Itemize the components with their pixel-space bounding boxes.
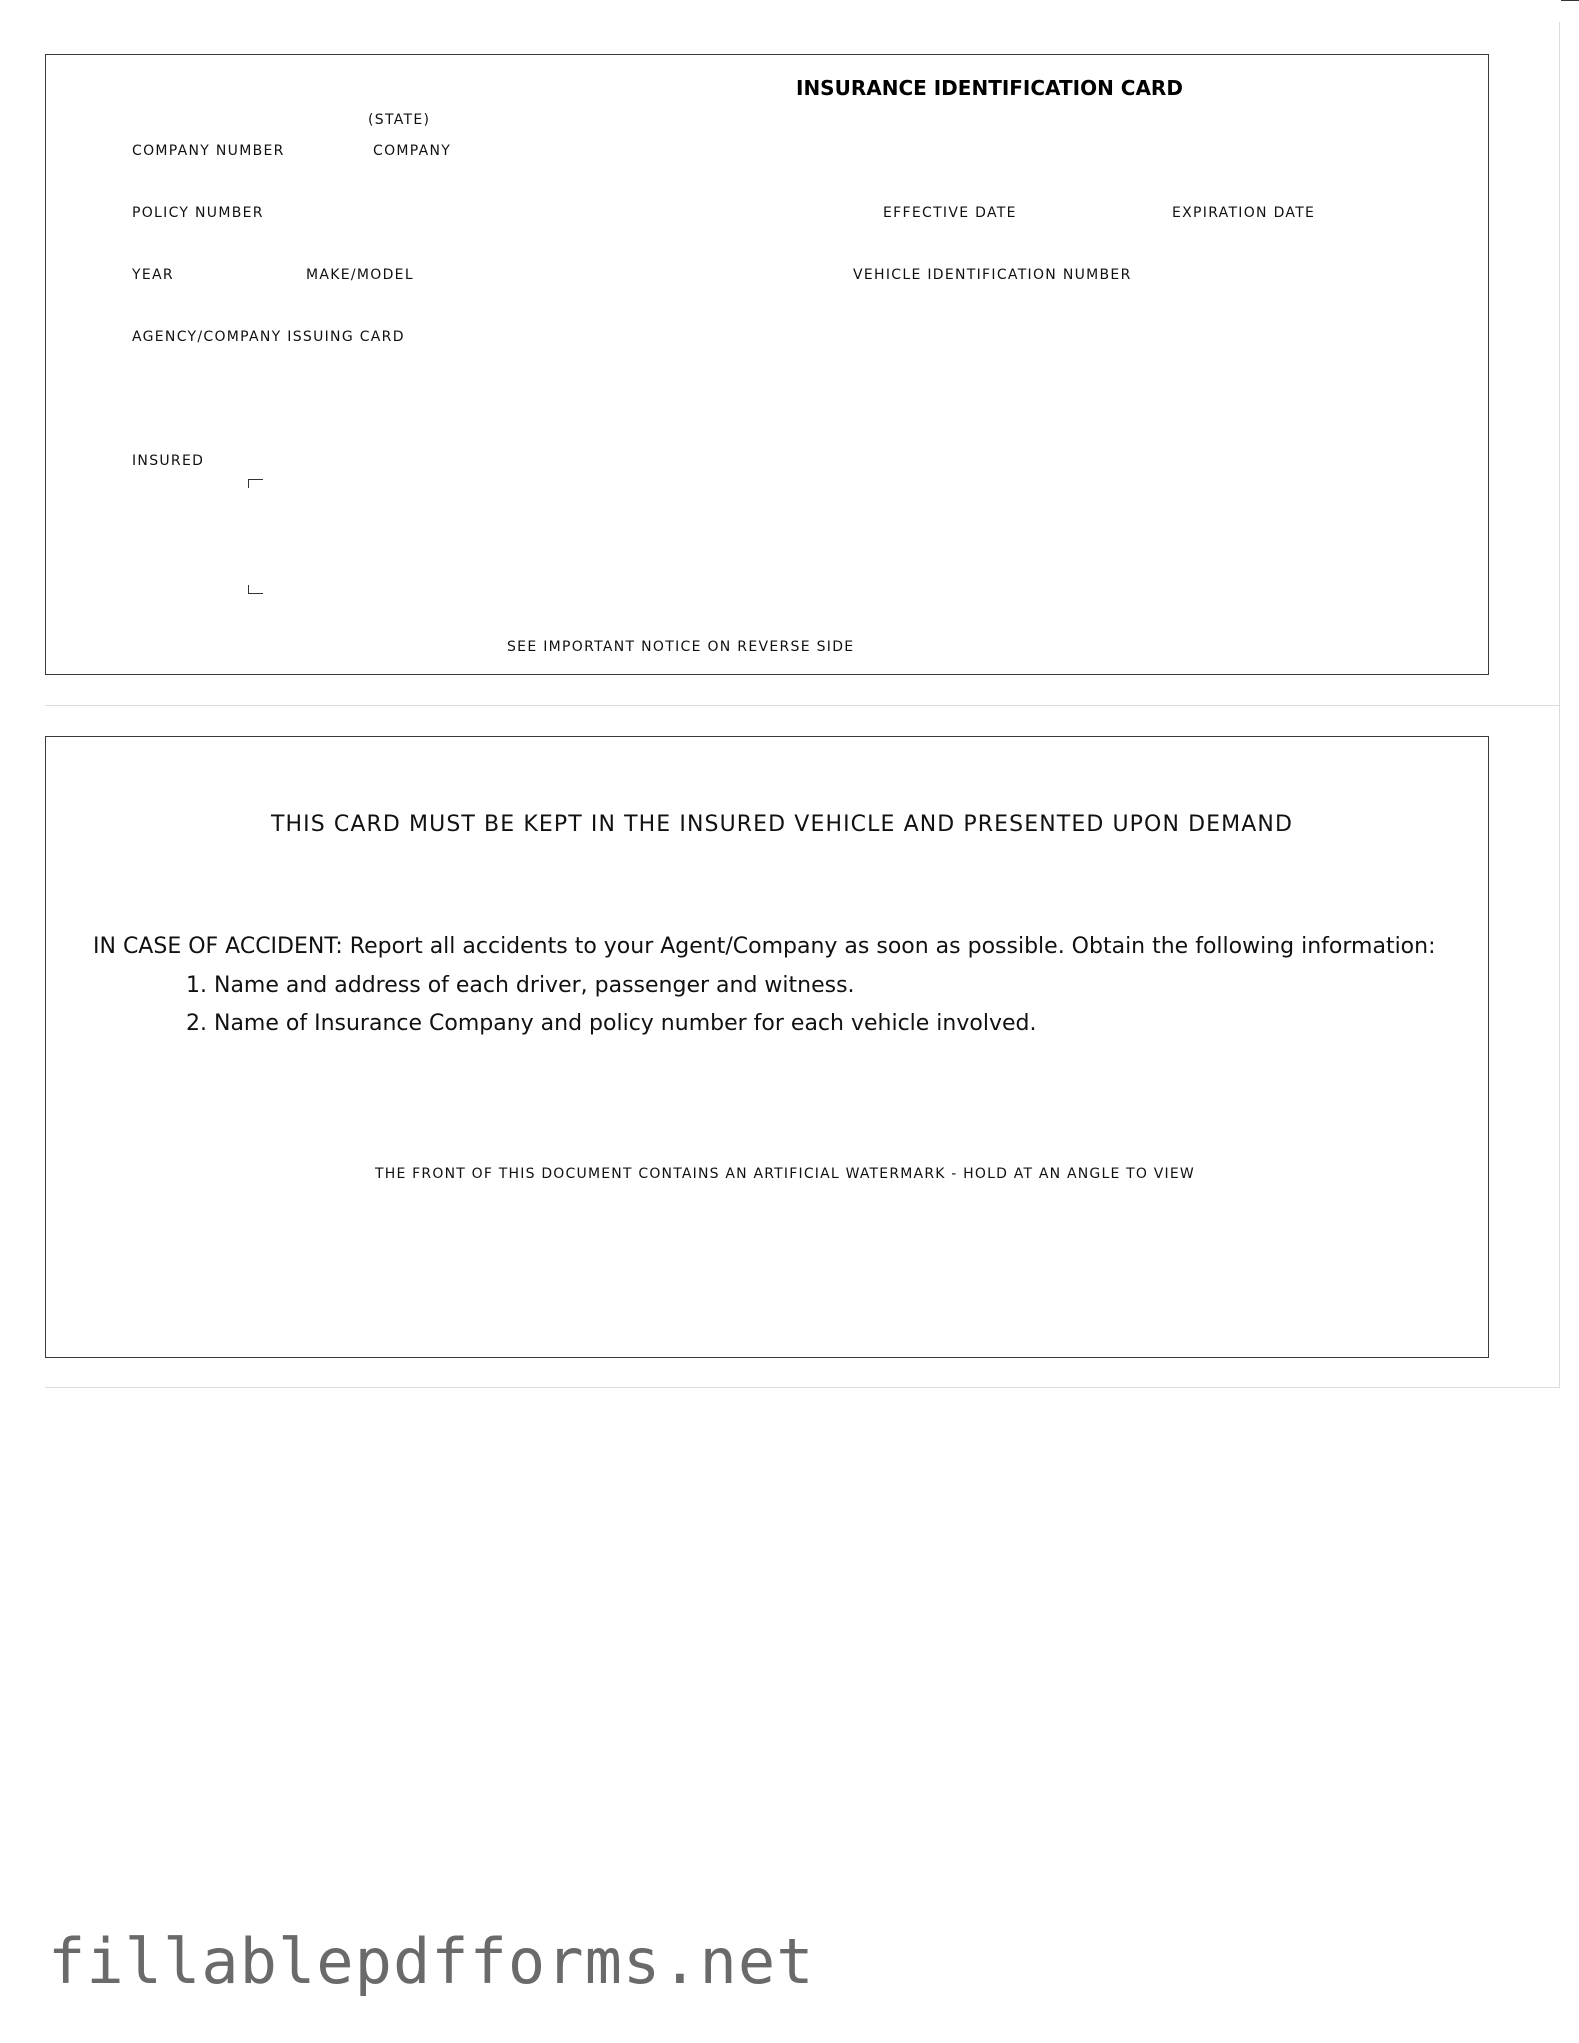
effective-date-label: EFFECTIVE DATE: [883, 205, 1017, 221]
front-card: [45, 54, 1489, 675]
insured-address-corner-top: [248, 479, 263, 488]
crop-mark-top-right: [1561, 0, 1579, 15]
site-watermark: fillablepdfforms.net: [48, 1925, 815, 1998]
list-item: 2. Name of Insurance Company and policy number for each vehicle involved.: [186, 1011, 1037, 1036]
policy-number-label: POLICY NUMBER: [132, 205, 264, 221]
keep-card-heading: THIS CARD MUST BE KEPT IN THE INSURED VEHICLE AND PRESENTED UPON DEMAND: [271, 812, 1293, 837]
back-card: [45, 736, 1489, 1358]
state-label: (STATE): [368, 112, 431, 128]
reverse-notice: SEE IMPORTANT NOTICE ON REVERSE SIDE: [507, 639, 855, 655]
list-item: 1. Name and address of each driver, passenger and witness.: [186, 973, 855, 998]
card-separator-2: [45, 1387, 1559, 1388]
card-title: INSURANCE IDENTIFICATION CARD: [796, 76, 1183, 100]
page-right-edge: [1559, 22, 1560, 1388]
accident-instructions: IN CASE OF ACCIDENT: Report all accidents to your Agent/Company as soon as possible. Obtain the following information:: [93, 934, 1436, 959]
expiration-date-label: EXPIRATION DATE: [1172, 205, 1316, 221]
watermark-notice: THE FRONT OF THIS DOCUMENT CONTAINS AN ARTIFICIAL WATERMARK - HOLD AT AN ANGLE TO VIEW: [375, 1166, 1195, 1182]
make-model-label: MAKE/MODEL: [306, 267, 414, 283]
company-label: COMPANY: [373, 143, 452, 159]
insured-address-corner-bottom: [248, 585, 263, 594]
agency-label: AGENCY/COMPANY ISSUING CARD: [132, 329, 405, 345]
card-separator-1: [45, 705, 1559, 706]
year-label: YEAR: [132, 267, 174, 283]
company-number-label: COMPANY NUMBER: [132, 143, 285, 159]
insured-label: INSURED: [132, 453, 205, 469]
vin-label: VEHICLE IDENTIFICATION NUMBER: [853, 267, 1132, 283]
